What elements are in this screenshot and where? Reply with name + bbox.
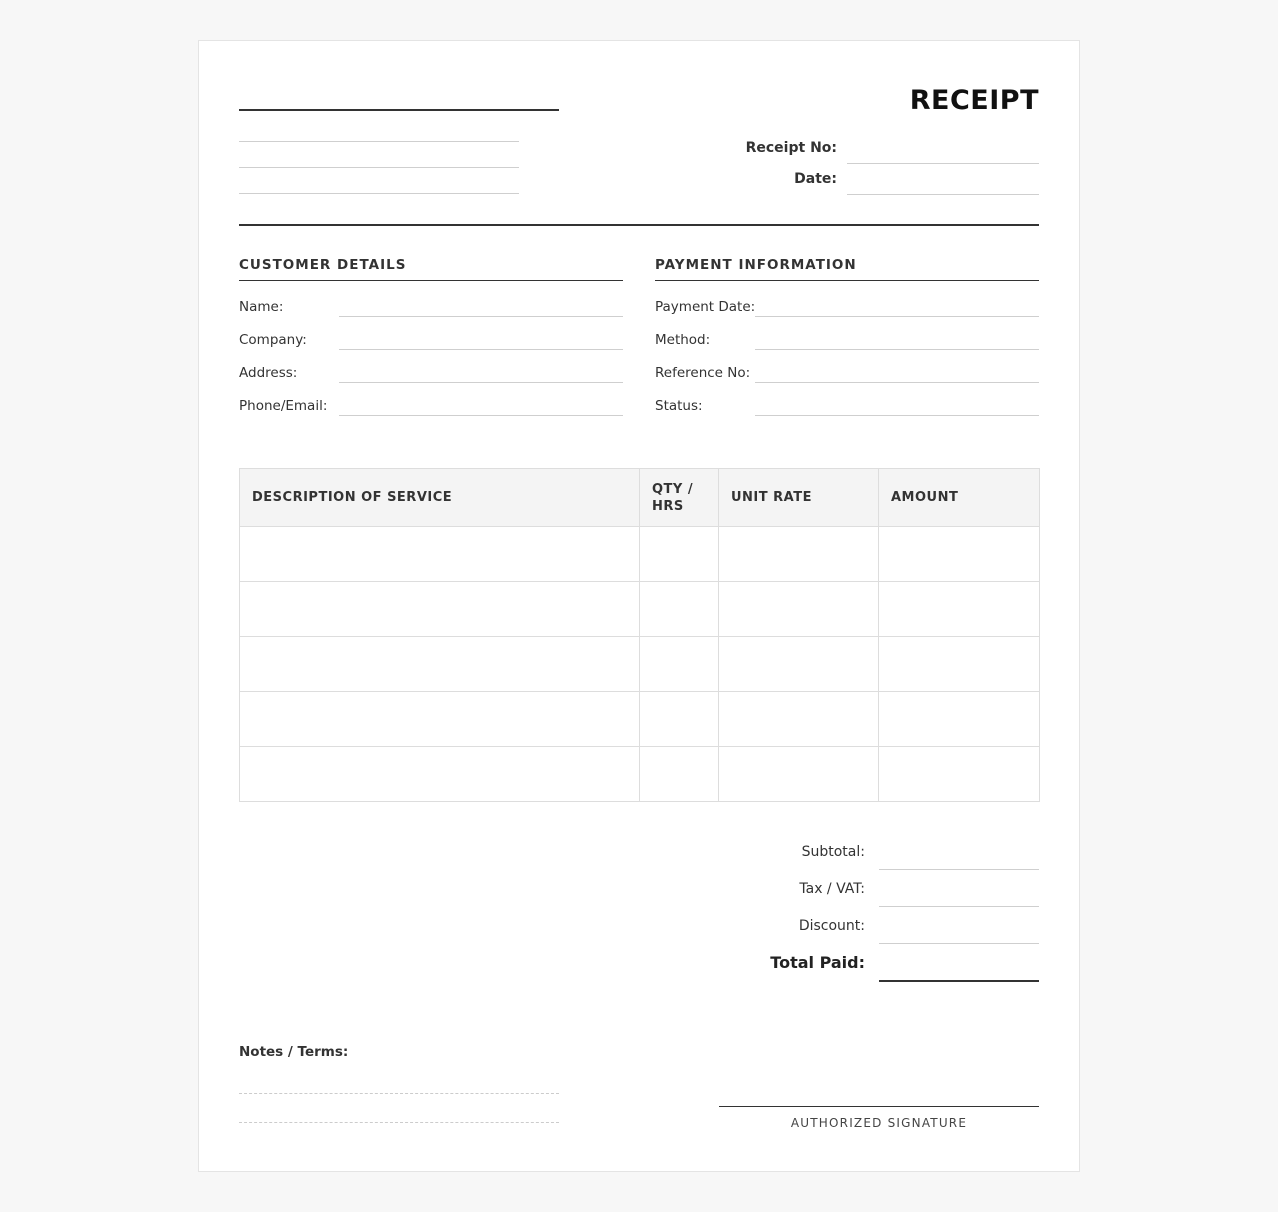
customer-contact-label: Phone/Email: [239, 398, 328, 414]
date-label: Date: [794, 171, 837, 187]
qty-cell[interactable] [640, 747, 719, 802]
discount-label: Discount: [798, 918, 865, 934]
signature-line[interactable] [719, 1106, 1039, 1107]
customer-address-field[interactable] [339, 382, 623, 383]
receipt-no-label: Receipt No: [745, 140, 837, 156]
receipt-page [198, 40, 1080, 1172]
unit-rate-cell[interactable] [719, 637, 879, 692]
subtotal-label: Subtotal: [801, 844, 865, 860]
table-row [240, 582, 1040, 637]
payment-date-label: Payment Date: [655, 299, 756, 315]
company-name-line[interactable] [239, 109, 559, 111]
notes-line-1[interactable] [239, 1093, 559, 1094]
date-field[interactable] [847, 194, 1039, 195]
receipt-no-field[interactable] [847, 163, 1039, 164]
customer-company-field[interactable] [339, 349, 623, 350]
unit-rate-cell[interactable] [719, 527, 879, 582]
amount-cell[interactable] [879, 692, 1040, 747]
description-cell[interactable] [240, 747, 640, 802]
payment-status-label: Status: [655, 398, 703, 414]
description-cell[interactable] [240, 692, 640, 747]
payment-method-field[interactable] [755, 349, 1039, 350]
table-row [240, 692, 1040, 747]
company-address-line-2[interactable] [239, 167, 519, 168]
unit-rate-cell[interactable] [719, 747, 879, 802]
header-divider [239, 224, 1039, 226]
customer-details-rule [239, 280, 623, 281]
qty-cell[interactable] [640, 582, 719, 637]
customer-contact-field[interactable] [339, 415, 623, 416]
description-cell[interactable] [240, 582, 640, 637]
discount-field[interactable] [879, 943, 1039, 944]
signature-label: AUTHORIZED SIGNATURE [790, 1116, 968, 1130]
services-table-header-row [240, 469, 1040, 527]
customer-name-label: Name: [239, 299, 284, 315]
amount-cell[interactable] [879, 582, 1040, 637]
unit-rate-cell[interactable] [719, 692, 879, 747]
payment-status-field[interactable] [755, 415, 1039, 416]
unit-rate-column-header: UNIT RATE [719, 469, 879, 527]
customer-address-label: Address: [239, 365, 298, 381]
services-table [239, 468, 1040, 802]
payment-info-heading: PAYMENT INFORMATION [655, 257, 857, 273]
subtotal-field[interactable] [879, 869, 1039, 870]
payment-reference-label: Reference No: [655, 365, 751, 381]
customer-details-heading: CUSTOMER DETAILS [239, 257, 407, 273]
payment-info-rule [655, 280, 1039, 281]
payment-reference-field[interactable] [755, 382, 1039, 383]
description-cell[interactable] [240, 637, 640, 692]
company-address-line-3[interactable] [239, 193, 519, 194]
tax-field[interactable] [879, 906, 1039, 907]
table-row [240, 747, 1040, 802]
tax-label: Tax / VAT: [799, 881, 865, 897]
amount-cell[interactable] [879, 747, 1040, 802]
payment-method-label: Method: [655, 332, 711, 348]
unit-rate-cell[interactable] [719, 582, 879, 637]
qty-cell[interactable] [640, 637, 719, 692]
total-paid-field[interactable] [879, 980, 1039, 982]
qty-column-header: QTY / HRS [640, 469, 719, 527]
qty-cell[interactable] [640, 692, 719, 747]
amount-cell[interactable] [879, 637, 1040, 692]
description-cell[interactable] [240, 527, 640, 582]
receipt-title: RECEIPT [909, 85, 1039, 116]
notes-label: Notes / Terms: [239, 1044, 349, 1060]
total-paid-label: Total Paid: [770, 953, 865, 972]
notes-line-2[interactable] [239, 1122, 559, 1123]
table-row [240, 637, 1040, 692]
customer-name-field[interactable] [339, 316, 623, 317]
payment-date-field[interactable] [755, 316, 1039, 317]
amount-column-header: AMOUNT [879, 469, 1040, 527]
amount-cell[interactable] [879, 527, 1040, 582]
table-row [240, 527, 1040, 582]
description-column-header: DESCRIPTION OF SERVICE [240, 469, 640, 527]
company-address-line-1[interactable] [239, 141, 519, 142]
qty-cell[interactable] [640, 527, 719, 582]
customer-company-label: Company: [239, 332, 307, 348]
